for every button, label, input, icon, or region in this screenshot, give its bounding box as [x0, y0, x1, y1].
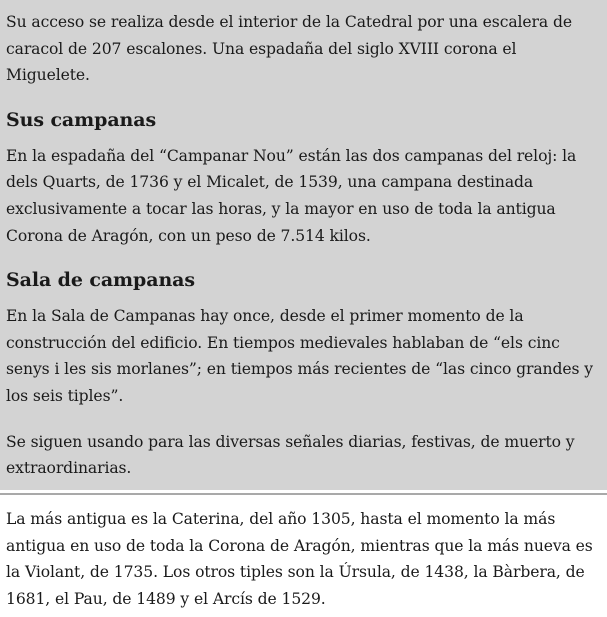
sus-campanas-paragraph: En la espadaña del “Campanar Nou” están las dos campanas del reloj: la dels Quarts, de 1736 y el Micalet, de 1539, una campana destinada exclusivamente a tocar las horas, y la mayor en uso de toda la antigua Corona de Aragón, con un peso de 7.514 kilos. — [6, 146, 577, 245]
sus-campanas-heading: Sus campanas — [6, 108, 157, 131]
sala-de-campanas-heading: Sala de campanas — [6, 269, 195, 292]
intro-paragraph: Su acceso se realiza desde el interior de la Catedral por una escalera de caracol de 207 escalones. Una espadaña del siglo XVIII corona el Miguelete. — [6, 13, 572, 85]
caterina-paragraph: La más antigua es la Caterina, del año 1305, hasta el momento la más antigua en uso de toda la Corona de Aragón, mientras que la más nueva es la Violant, de 1735. Los otros tiples son la Úrsula, de 1438, la Bàrbera, de 1681, el Pau, de 1489 y el Arcís de 1529. — [6, 510, 593, 608]
senales-paragraph: Se siguen usando para las diversas señales diarias, festivas, de muerto y extraordinarias. — [6, 432, 575, 478]
plain-text-block — [0, 493, 607, 617]
sala-de-campanas-paragraph: En la Sala de Campanas hay once, desde el primer momento de la construcción del edificio. En tiempos medievales hablaban de “els cinc senys i les sis morlanes”; en tiempos más recientes de “las cinco grandes y los seis tiples”. — [6, 307, 593, 405]
